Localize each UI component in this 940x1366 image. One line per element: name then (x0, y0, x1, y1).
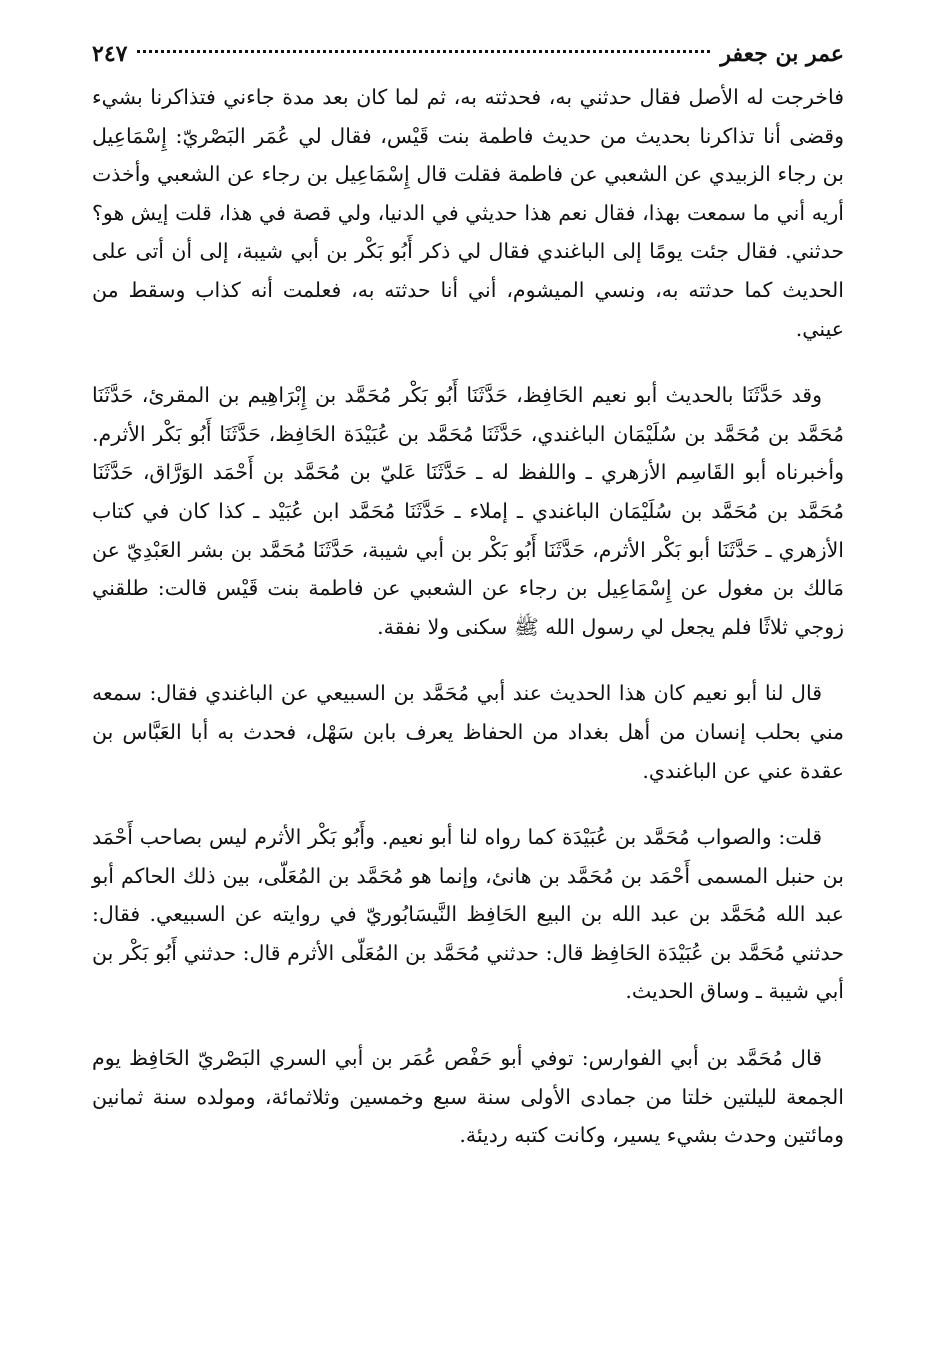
header-leader-dots (137, 50, 710, 53)
paragraph-4: قلت: والصواب مُحَمَّد بن عُبَيْدَة كما رواه لنا أبو نعيم. وأَبُو بَكْر الأثرم ليس بصاحب أَحْمَد بن حنبل المسمى أَحْمَد بن مُحَمَّد بن هانئ، وإنما هو مُحَمَّد بن المُعَلّى، بين ذلك الحاكم أبو عبد الله مُحَمَّد بن عبد الله بن البيع الحَافِظ النَّيسَابُوريّ في روايته عن السبيعي. فقال: حدثني مُحَمَّد بن عُبَيْدَة الحَافِظ قال: حدثني مُحَمَّد بن المُعَلّى الأثرم قال: حدثني أَبُو بَكْر بن أبي شيبة ـ وساق الحديث. (92, 825, 844, 1004)
header-title: عمر بن جعفر (720, 41, 844, 67)
paragraph-3: قال لنا أبو نعيم كان هذا الحديث عند أبي مُحَمَّد بن السبيعي عن الباغندي فقال: سمعه مني بحلب إنسان من أهل بغداد من الحفاظ يعرف بابن سَهْل، فحدث به أبا العَبَّاس بن عقدة عني عن الباغندي. (92, 681, 844, 783)
page-number: ٢٤٧ (92, 41, 128, 67)
paragraph-5: قال مُحَمَّد بن أبي الفوارس: توفي أبو حَفْص عُمَر بن أبي السري البَصْريّ الحَافِظ يوم الجمعة لليلتين خلتا من جمادى الأولى سنة سبع وخمسين وثلاثمائة، ومولده سنة ثمانين ومائتين وحدث بشيء يسير، وكانت كتبه رديئة. (92, 1046, 844, 1148)
book-page (92, 36, 844, 1183)
paragraph-1: فاخرجت له الأصل فقال حدثني به، فحدثته به، ثم لما كان بعد مدة جاءني فتذاكرنا بشيء وقضى أنا تذاكرنا بحديث من حديث فاطمة بنت قَيْس، فقال لي عُمَر البَصْريّ: إِسْمَاعِيل بن رجاء الزبيدي عن الشعبي عن فاطمة فقلت قال إِسْمَاعِيل بن رجاء عن الشعبي وأخذت أريه أني ما سمعت بهذا، فقال نعم هذا حديثي في الدنيا، ولي قصة في هذا، قلت إيش هو؟ حدثني. فقال جئت يومًا إلى الباغندي فقال لي ذكر أَبُو بَكْر بن أبي شيبة، إلى أن أتى على الحديث كما حدثته به، ونسي الميشوم، أني أنا حدثته به، فعلمت أنه كذاب وسقط من عيني. (92, 85, 844, 341)
running-header (92, 36, 844, 72)
paragraph-2: وقد حَدَّثَنَا بالحديث أبو نعيم الحَافِظ، حَدَّثَنَا أَبُو بَكْر مُحَمَّد بن إِبْرَاهِيم بن المقرئ، حَدَّثَنَا مُحَمَّد بن مُحَمَّد بن سُلَيْمَان الباغندي، حَدَّثَنَا مُحَمَّد بن عُبَيْدَة الحَافِظ، حَدَّثَنَا أَبُو بَكْر الأثرم. وأخبرناه أبو القَاسِم الأزهري ـ واللفظ له ـ حَدَّثَنَا عَليّ بن مُحَمَّد بن أَحْمَد الوَرَّاق، حَدَّثَنَا مُحَمَّد بن مُحَمَّد بن سُلَيْمَان الباغندي ـ إملاء ـ حَدَّثَنَا مُحَمَّد ابن عُبَيْد ـ كذا كان في كتاب الأزهري ـ حَدَّثَنَا أبو بَكْر الأثرم، حَدَّثَنَا أَبُو بَكْر بن أبي شيبة، حَدَّثَنَا مُحَمَّد بن بشر العَبْدِيّ عن مَالك بن مغول عن إِسْمَاعِيل بن رجاء عن الشعبي عن فاطمة بنت قَيْس قالت: طلقني زوجي ثلاثًا فلم يجعل لي رسول الله ﷺ سكنى ولا نفقة. (92, 383, 844, 639)
